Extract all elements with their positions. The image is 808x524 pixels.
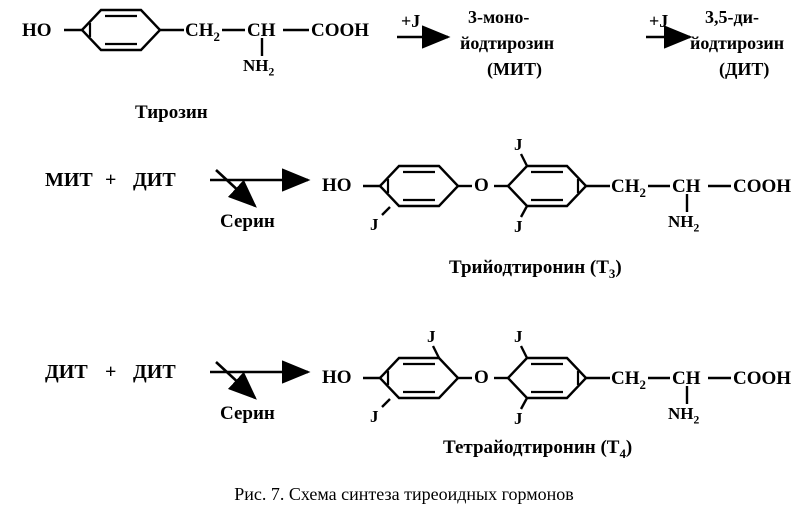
row1-product1-line2: йодтирозин xyxy=(460,33,555,53)
row1-ho-label: HO xyxy=(22,20,52,41)
row1-arrow1-label: +J xyxy=(401,11,421,31)
row1-product1-line1: 3-моно- xyxy=(468,7,530,27)
row1-nh2-group: $NH_2$ xyxy=(243,56,275,79)
row1-product1-line3: (МИТ) xyxy=(487,59,542,79)
row2-iodine-right-lower: J xyxy=(514,217,523,236)
row2-cooh-group: COOH xyxy=(733,176,792,197)
row2-byproduct-serine: Серин xyxy=(220,211,275,232)
row3-oxygen-bridge: O xyxy=(474,367,489,388)
row3-cooh-group: COOH xyxy=(733,368,792,389)
row3-iodine-right-lower: J xyxy=(514,409,523,428)
row3-ch-group: CH xyxy=(672,368,701,389)
row2-ch-group: CH xyxy=(672,176,701,197)
row3-compound-name-t4: Тетрайодтиронин $(T_4)$ xyxy=(443,437,633,461)
row2-reactant-b: ДИТ xyxy=(133,169,176,191)
row1-product2-line2: йодтирозин xyxy=(690,33,785,53)
row2-iodine-left-lower: J xyxy=(370,215,379,234)
row3-nh2-group: $NH_2$ xyxy=(668,404,700,427)
row3-plus-sign: + xyxy=(105,361,117,383)
row1-cooh-group: COOH xyxy=(311,20,370,41)
row2-oxygen-bridge: O xyxy=(474,175,489,196)
row3-ho-label: HO xyxy=(322,367,352,388)
row2-nh2-group: $NH_2$ xyxy=(668,212,700,235)
row1-product2-line3: (ДИТ) xyxy=(719,59,770,79)
row3-iodine-left-upper: J xyxy=(427,327,436,346)
row3-byproduct-serine: Серин xyxy=(220,403,275,424)
row2-ho-label: HO xyxy=(322,175,352,196)
row1-ch-group: CH xyxy=(247,20,276,41)
row3-iodine-left-lower: J xyxy=(370,407,379,426)
row2-plus-sign: + xyxy=(105,169,117,191)
row3-ch2-group: $CH_2$ xyxy=(611,368,646,392)
row1-arrow2-label: +J xyxy=(649,11,669,31)
row3-iodine-right-upper: J xyxy=(514,327,523,346)
row3-reactant-b: ДИТ xyxy=(133,361,176,383)
row1-compound-name-tyrosine: Тирозин xyxy=(135,102,208,123)
figure-caption: Рис. 7. Схема синтеза тиреоидных гормонов xyxy=(234,484,574,504)
row1-product2-line1: 3,5-ди- xyxy=(705,7,759,27)
row1-ch2-group: $CH_2$ xyxy=(185,20,220,44)
row2-reactant-a: МИТ xyxy=(45,169,93,191)
row2-iodine-right-upper: J xyxy=(514,135,523,154)
row2-compound-name-t3: Трийодтиронин $(T_3)$ xyxy=(449,257,622,281)
row2-ch2-group: $CH_2$ xyxy=(611,176,646,200)
row3-reactant-a: ДИТ xyxy=(45,361,88,383)
